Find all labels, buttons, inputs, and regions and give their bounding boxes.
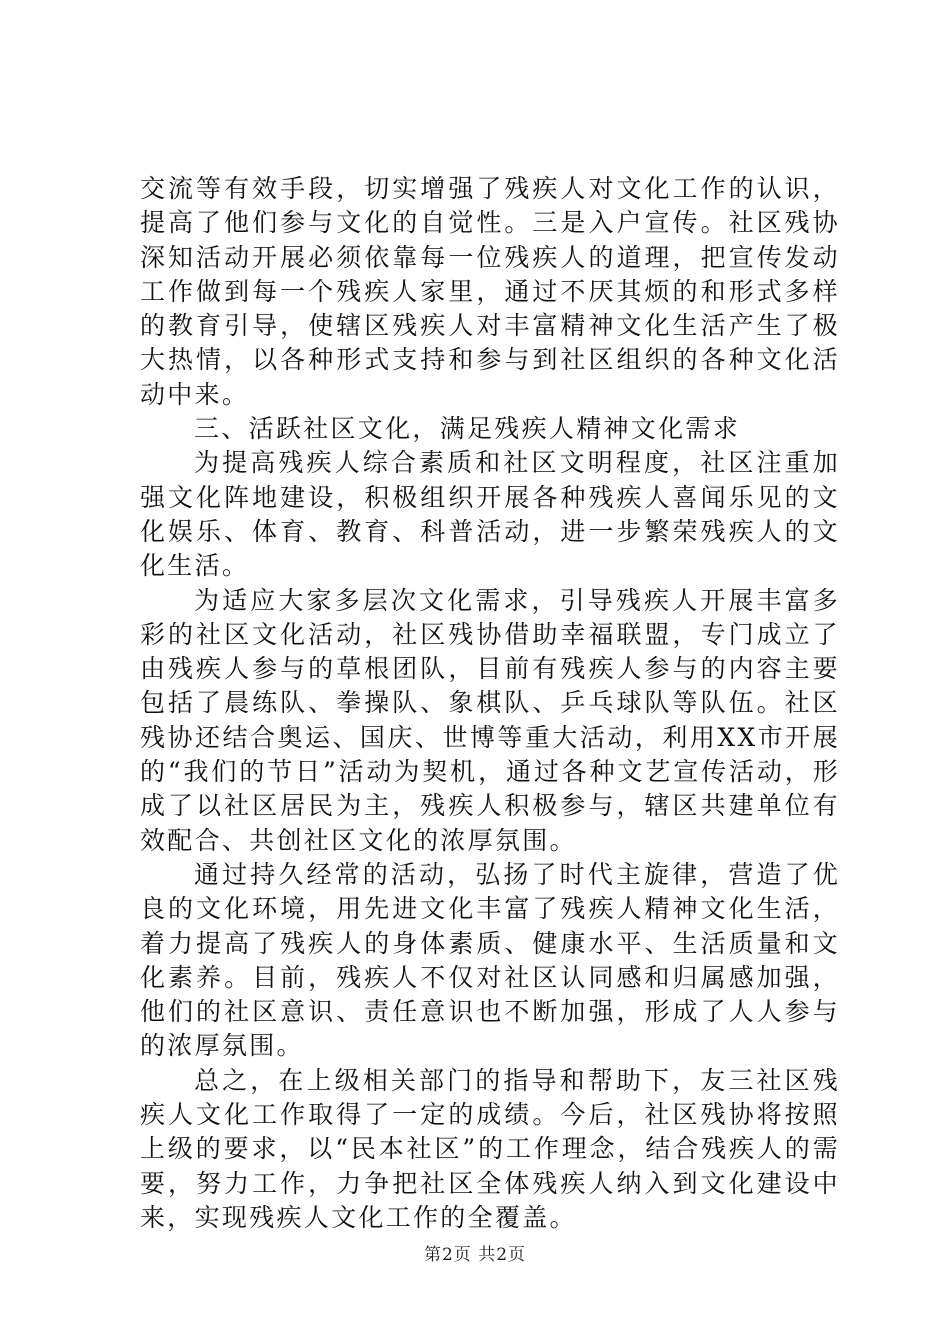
document-body — [140, 172, 840, 1235]
paragraph: 总之，在上级相关部门的指导和帮助下，友三社区残疾人文化工作取得了一定的成绩。今后，社区残协将按照上级的要求，以“民本社区”的工作理念，结合残疾人的需要，努力工作，力争把社区全体残疾人纳入到文化建设中来，实现残疾人文化工作的全覆盖。 — [140, 1065, 840, 1232]
section-heading: 三、活跃社区文化，满足残疾人精神文化需求 — [194, 414, 741, 444]
paragraph: 为适应大家多层次文化需求，引导残疾人开展丰富多彩的社区文化活动，社区残协借助幸福联盟，专门成立了由残疾人参与的草根团队，目前有残疾人参与的内容主要包括了晨练队、拳操队、象棋队、乒乓球队等队伍。社区残协还结合奥运、国庆、世博等重大活动，利用XX市开展的“我们的节日”活动为契机，通过各种文艺宣传活动，形成了以社区居民为主，残疾人积极参与，辖区共建单位有效配合、共创社区文化的浓厚氛围。 — [140, 585, 840, 855]
paragraph: 通过持久经常的活动，弘扬了时代主旋律，营造了优良的文化环境，用先进文化丰富了残疾人精神文化生活，着力提高了残疾人的身体素质、健康水平、生活质量和文化素养。目前，残疾人不仅对社区认同感和归属感加强，他们的社区意识、责任意识也不断加强，形成了人人参与的浓厚氛围。 — [140, 859, 840, 1061]
page-number-footer: 第2页 共2页 — [423, 1245, 527, 1265]
paragraph-continuation: 交流等有效手段，切实增强了残疾人对文化工作的认识，提高了他们参与文化的自觉性。三是入户宣传。社区残协深知活动开展必须依靠每一位残疾人的道理，把宣传发动工作做到每一个残疾人家里，通过不厌其烦的和形式多样的教育引导，使辖区残疾人对丰富精神文化生活产生了极大热情，以各种形式支持和参与到社区组织的各种文化活动中来。 — [140, 174, 840, 409]
paragraph: 为提高残疾人综合素质和社区文明程度，社区注重加强文化阵地建设，积极组织开展各种残疾人喜闻乐见的文化娱乐、体育、教育、科普活动，进一步繁荣残疾人的文化生活。 — [140, 448, 840, 581]
